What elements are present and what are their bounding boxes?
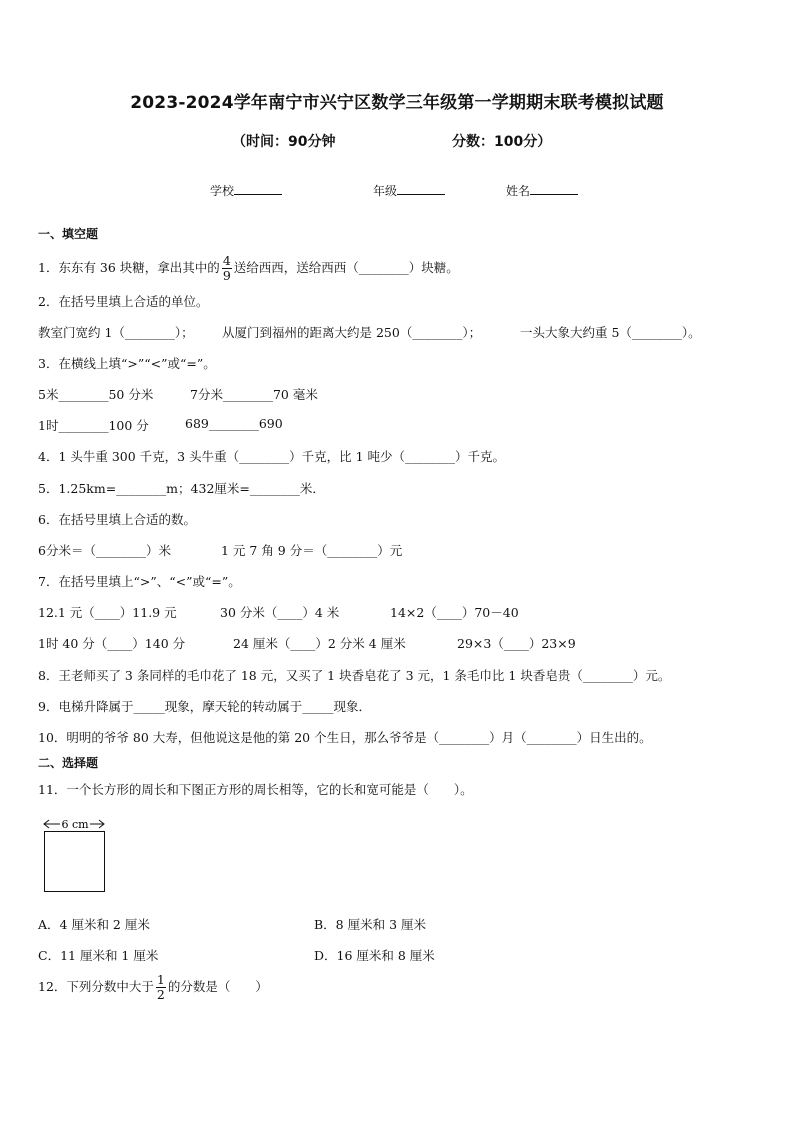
question-7-item-2c: 29×3（____）23×9	[457, 636, 576, 651]
question-2-item-b: 从厦门到福州的距离大约是 250（________）；	[222, 325, 482, 340]
fraction-denominator: 2	[156, 987, 165, 1002]
question-6-item-a: 6分米＝（________）米	[38, 543, 171, 558]
school-label: 学校	[210, 184, 235, 198]
name-label: 姓名	[506, 184, 531, 198]
section-fill-blank-heading: 一、填空题	[38, 227, 99, 241]
question-7-item-1b: 30 分米（____）4 米	[220, 605, 340, 620]
school-field	[210, 182, 282, 199]
school-blank[interactable]	[234, 182, 282, 195]
question-1	[38, 254, 459, 283]
option-c[interactable]: C．11 厘米和 1 厘米	[38, 948, 159, 963]
option-b[interactable]: B．8 厘米和 3 厘米	[314, 917, 427, 932]
fraction-numerator: 4	[222, 253, 231, 268]
fraction-4-9	[222, 254, 232, 283]
question-10: 10．明明的爷爷 80 大寿，但他说这是他的第 20 个生日，那么爷爷是（________）月（________）日生出的。	[38, 730, 652, 745]
question-3-item-2a: 1时________100 分	[38, 418, 149, 433]
section-choice-heading: 二、选择题	[38, 756, 99, 770]
question-2-item-c: 一头大象大约重 5（________）。	[520, 325, 701, 340]
square-shape	[45, 832, 105, 892]
question-7-item-2b: 24 厘米（____）2 分米 4 厘米	[233, 636, 406, 651]
grade-label: 年级	[373, 184, 398, 198]
question-7-item-1a: 12.1 元（____）11.9 元	[38, 605, 177, 620]
question-9: 9．电梯升降属于_____现象，摩天轮的转动属于_____现象．	[38, 699, 371, 714]
question-6-item-b: 1 元 7 角 9 分＝（________）元	[221, 543, 403, 558]
question-3-item-2b: 689________690	[185, 416, 283, 431]
question-12-text-a: 12．下列分数中大于	[38, 979, 154, 994]
grade-blank[interactable]	[397, 182, 445, 195]
fraction-1-2	[156, 973, 166, 1002]
question-3-stem: 3．在横线上填“>”“<”或“=”。	[38, 356, 216, 371]
grade-field	[373, 182, 445, 199]
question-6-stem: 6．在括号里填上合适的数。	[38, 512, 196, 527]
page-title: 2023-2024学年南宁市兴宁区数学三年级第一学期期末联考模拟试题	[130, 93, 664, 113]
question-12-text-b: 的分数是（ ）	[167, 979, 268, 994]
question-5: 5．1.25km=________m；432厘米=________米．	[38, 481, 325, 496]
dimension-label: 6 cm	[61, 818, 89, 831]
option-a[interactable]: A．4 厘米和 2 厘米	[38, 917, 150, 932]
question-3-item-1b: 7分米________70 毫米	[190, 387, 318, 402]
square-figure	[40, 816, 110, 894]
question-7-item-2a: 1时 40 分（____）140 分	[38, 636, 186, 651]
name-field	[506, 182, 578, 199]
question-11-stem: 11．一个长方形的周长和下图正方形的周长相等，它的长和宽可能是（ ）。	[38, 782, 473, 797]
question-4: 4．1 头牛重 300 千克，3 头牛重（________）千克，比 1 吨少（________）千克。	[38, 449, 506, 464]
question-8: 8．王老师买了 3 条同样的毛巾花了 18 元，又买了 1 块香皂花了 3 元，1 条毛巾比 1 块香皂贵（________）元。	[38, 668, 671, 683]
question-2-stem: 2．在括号里填上合适的单位。	[38, 294, 209, 309]
question-3-item-1a: 5米________50 分米	[38, 387, 154, 402]
question-7-stem: 7．在括号里填上“>”、“<”或“=”。	[38, 574, 241, 589]
name-blank[interactable]	[530, 182, 578, 195]
question-2-item-a: 教室门宽约 1（________）；	[38, 325, 194, 340]
question-1-text-b: 送给西西，送给西西（________）块糖。	[233, 260, 459, 275]
option-d[interactable]: D．16 厘米和 8 厘米	[314, 948, 435, 963]
fraction-numerator: 1	[156, 972, 165, 987]
question-7-item-1c: 14×2（____）70－40	[390, 605, 519, 620]
fraction-denominator: 9	[222, 268, 231, 283]
question-1-text-a: 1．东东有 36 块糖，拿出其中的	[38, 260, 220, 275]
question-12	[38, 973, 268, 1002]
exam-score: 分数：100分）	[452, 134, 552, 150]
exam-time: （时间：90分钟	[232, 134, 336, 150]
